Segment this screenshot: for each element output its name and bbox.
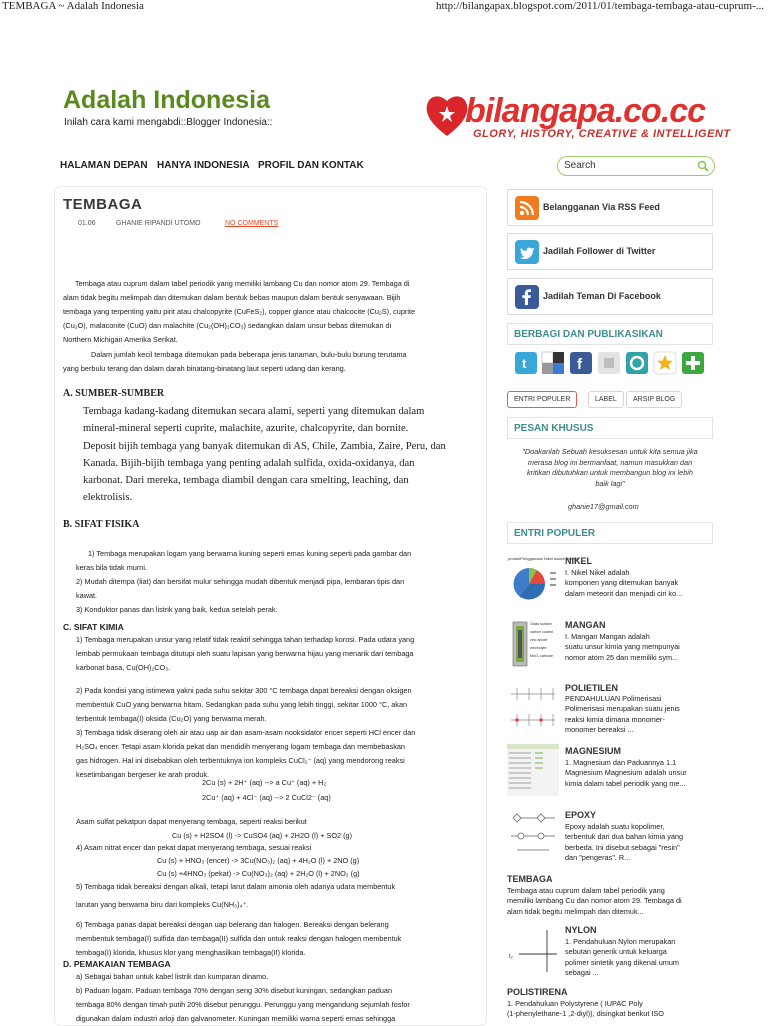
site-description: Inilah cara kami mengabdi::Blogger Indonesia::: [64, 117, 273, 128]
text-line: 2) Pada kondisi yang istimewa yakni pada suhu sekitar 300 °C tembaga dapat bereaksi dengan oksigen: [76, 686, 412, 695]
svg-text:f: f: [577, 356, 582, 373]
text-line: baik lagi": [595, 478, 625, 488]
section-c-point-5: [63, 880, 473, 912]
text-line: tembaga(I) klorida, khusus klor yang menghasilkan tembaga(II) klorida.: [76, 948, 306, 957]
text-line: (1-phenylethane-1 ,2-diyl)), disingkat berikut ISO: [507, 1009, 664, 1019]
facebook-friend-box[interactable]: [507, 278, 713, 315]
intro-paragraph-2: [63, 348, 473, 376]
text-line: Dalam jumlah kecil tembaga ditemukan pada beberapa jenis tanaman, bulu-bulu burung terutama: [91, 350, 407, 359]
svg-text:t₂: t₂: [509, 954, 513, 960]
text-line: kesetimbangan bergeser ke arah produk.: [76, 770, 210, 779]
text-line: I. Nikel Nikel adalah: [565, 568, 630, 577]
delicious-share-icon[interactable]: [542, 352, 564, 374]
text-line: 1. Pendahuluan Nylon merupakan: [565, 937, 676, 946]
popular-post-snippet: [507, 886, 713, 917]
facebook-icon: [515, 285, 539, 309]
nikel-thumbnail[interactable]: [507, 554, 579, 606]
facebook-friend-label: Jadilah Teman Di Facebook: [543, 291, 661, 301]
text-line: Polimerisasi merupakan suatu jenis: [565, 704, 680, 714]
nav-item-halaman-depan[interactable]: HALAMAN DEPAN: [60, 160, 148, 171]
text-line: nomor atom 25 dan memiliki sym...: [565, 652, 679, 662]
polietilen-thumbnail[interactable]: [507, 680, 559, 732]
contact-email[interactable]: ghanie17@gmail.com: [568, 502, 639, 511]
text-line: memiliki lambang Cu dan nomor atom 29. Tembaga di: [507, 896, 682, 906]
text-line: Tembaga kadang-kadang ditemukan secara alami, seperti yang ditemukan dalam: [83, 406, 425, 417]
text-line: terbentuk dari dua bahan kimia yang: [565, 832, 684, 842]
popular-post-snippet: [565, 937, 713, 978]
popular-post-title[interactable]: NYLON: [565, 925, 597, 935]
digg-share-icon[interactable]: [598, 352, 620, 374]
post-author[interactable]: GHANIE RIPANDI UTOMO: [116, 220, 201, 227]
section-a-heading: A. SUMBER-SUMBER: [63, 388, 165, 399]
text-line: tembaga yang terpenting yaitu pirit atau chalcopyrite (CuFeS₂), copper glance atau chalcocite (Cu₂S), cuprite: [63, 307, 416, 316]
nylon-thumbnail[interactable]: [507, 924, 559, 976]
nav-item-hanya-indonesia[interactable]: HANYA INDONESIA: [157, 160, 250, 171]
text-line: Tembaga atau cuprum dalam tabel periodik yang memiliki lambang Cu dan nomor atom 29. Tembaga di: [75, 279, 410, 288]
text-line: sebagai ...: [565, 967, 599, 977]
twitter-share-icon[interactable]: [515, 352, 537, 374]
section-c-point-3-cont: Asam sulfat pekatpun dapat menyerang tembaga, seperti reaksi berikut: [76, 817, 307, 826]
text-line: digunakan dalam industri arloji dan galvanometer. Kuningan memiliki warna seperti emas sehingga: [76, 1014, 396, 1023]
search-icon[interactable]: [697, 160, 709, 172]
search-input[interactable]: [557, 156, 715, 176]
text-line: a) Sebagai bahan untuk kabel listrik dan kumparan dinamo.: [76, 972, 269, 981]
popular-posts-heading: ENTRI POPULER: [507, 522, 713, 544]
facebook-share-icon[interactable]: [570, 352, 592, 374]
section-b-heading: B. SIFAT FISIKA: [63, 519, 140, 530]
equation-1: 2Cu (s) + 2H⁺ (aq) --> a Cu⁺ (aq) + H₂: [202, 778, 327, 787]
popular-post-snippet: [565, 568, 713, 599]
print-header: [0, 0, 768, 14]
pesan-khusus-quote: [507, 447, 713, 489]
post-date: 01.06: [78, 220, 96, 227]
text-line: 1) Tembaga merupakan logam yang berwarna kuning seperti emas kuning seperti pada gambar dan: [88, 549, 412, 558]
text-line: yang berbulu terang dan dalam darah binatang-binatang laut seperti udang dan kerang.: [63, 364, 346, 373]
popular-post-snippet: [565, 694, 713, 735]
popular-post-snippet: [565, 632, 713, 663]
post-title[interactable]: TEMBAGA: [63, 196, 143, 213]
intro-paragraph-1: [63, 277, 473, 347]
text-line: karbonat basa, Cu(OH)₂CO₃.: [76, 663, 171, 672]
text-line: Tembaga atau cuprum dalam tabel periodik yang: [507, 886, 665, 895]
svg-text:zinc anode: zinc anode: [530, 638, 548, 642]
text-line: 2) Mudah ditempa (liat) dan bersifat mulur sehingga mudah dibentuk menjadi pipa, lembaran tipis dan: [76, 577, 405, 586]
logo-wordmark: bilangapa.co.cc: [465, 92, 706, 130]
text-line: polimer sintetik yang dikenal umum: [565, 957, 679, 967]
text-line: I. Mangan Mangan adalah: [565, 632, 650, 641]
popular-post-title[interactable]: NIKEL: [565, 556, 592, 566]
equation-5: Cu (s) +4HNO₃ (pekat) -> Cu(NO₃)₂ (aq) + 2H₂O (l) + 2NO₂ (g): [157, 869, 360, 878]
text-line: H₂SO₄ encer. Tetapi asam klorida pekat dan mendidih menyerang logam tembaga dan membebaskan: [76, 742, 405, 751]
tab-entri-populer[interactable]: ENTRI POPULER: [507, 391, 577, 408]
magnesium-thumbnail[interactable]: [507, 744, 559, 796]
text-line: monomer bereaksi ...: [565, 724, 634, 734]
equation-4: Cu (s) + HNO₃ (encer) -> 3Cu(NO₃)₂ (aq) + 4H₂O (l) + 2NO (g): [157, 856, 360, 865]
popular-post-title[interactable]: MANGAN: [565, 620, 606, 630]
text-line: merasa blog ini bermanfaat, namun masukkan dan: [527, 457, 693, 467]
popular-post-snippet: [565, 758, 713, 789]
rss-feed-label: Belangganan Via RSS Feed: [543, 202, 660, 212]
text-line: membentuk tembaga(I) sulfida dan tembaga(II) sulfida dan untuk reaksi dengan halogen membentuk: [76, 934, 402, 943]
thumb-caption: produkPenggunaan Nikel dalam industri: [508, 556, 579, 561]
pesan-khusus-heading: PESAN KHUSUS: [507, 417, 713, 439]
epoxy-thumbnail[interactable]: [507, 806, 559, 858]
popular-post-title[interactable]: EPOXY: [565, 810, 597, 820]
popular-post-title[interactable]: POLIETILEN: [565, 683, 619, 693]
text-line: kawat.: [76, 591, 98, 600]
equation-2: 2Cu⁺ (aq) + 4Cl⁻ (aq) --> 2 CuCl2⁻ (aq): [202, 793, 331, 802]
section-d-body: [63, 970, 473, 1026]
text-line: kimia dalam tabel periodik yang me...: [565, 778, 686, 788]
favorite-share-icon[interactable]: [654, 352, 676, 374]
popular-post-snippet: [507, 999, 713, 1020]
popular-post-title[interactable]: TEMBAGA: [507, 874, 553, 884]
text-line: 1. Magnesium dan Paduannya 1.1: [565, 758, 677, 767]
text-line: alam tidak begitu melimpah dan ditemukan dalam bentuk bebas maupun dalam bentuk senyawaan. Bijih: [63, 293, 401, 302]
text-line: 1. Pendahuluan Polystyrene ( IUPAC Poly: [507, 999, 643, 1008]
text-line: (Cu₂O), malaconite (CuO) dan malachite (Cu₂(OH)₂CO₃) sedangkan dalam unsur bebas ditemukan di: [63, 321, 392, 330]
section-c-point-6: [63, 918, 473, 960]
popular-post-snippet: [565, 822, 713, 863]
text-line: gas hidrogen. Hal ini disebabkan oleh terbentuknya ion kompleks CuCl₂⁻ (aq) yang mendorong reaksi: [76, 756, 405, 765]
text-line: 3) Tembaga tidak diserang oleh air atau uap air dan asam-asam nooksidator encer seperti HCl encer dan: [76, 728, 416, 737]
text-line: keras bila tidak murni.: [76, 563, 147, 572]
add-share-icon[interactable]: [682, 352, 704, 374]
logo-tagline: GLORY, HISTORY, CREATIVE & INTELLIGENT: [473, 128, 731, 140]
text-line: karbonat. Dari mereka, tembaga diambil dengan cara smelting, leaching, dan: [83, 475, 409, 487]
text-line: 6) Tembaga panas dapat bereaksi dengan uap belerang dan halogen. Bereaksi dengan belerang: [76, 920, 389, 929]
site-title[interactable]: Adalah Indonesia: [63, 86, 270, 114]
mangan-thumbnail[interactable]: [507, 618, 559, 670]
equation-3: Cu (s) + H2SO4 (l) -> CuSO4 (aq) + 2H2O (l) + SO2 (g): [172, 831, 353, 840]
text-line: Kanada. Bijih-bijih tembaga yang penting adalah sulfida, oxida-oxidanya, dan: [83, 457, 415, 469]
text-line: PENDAHULUAN Polimerisasi: [565, 694, 662, 703]
twitter-icon: [515, 240, 539, 264]
section-c-point-4: 4) Asam nitrat encer dan pekat dapat menyerang tembaga, sesuai reaksi: [76, 843, 312, 852]
text-line: kritikan dibutuhkan untuk membangun blog ini lebih: [527, 468, 693, 477]
section-d-heading: D. PEMAKAIAN TEMBAGA: [63, 959, 171, 969]
text-line: mineral-mineral seperti cuprite, malachite, azurite, chalcopyrite, dan bornite.: [83, 423, 409, 435]
svg-text:electrolyte: electrolyte: [530, 646, 547, 650]
search-placeholder: Search: [564, 160, 596, 171]
rss-icon: [515, 196, 539, 220]
nav-item-profil-kontak[interactable]: PROFIL DAN KONTAK: [258, 160, 364, 171]
section-c-point-1: [63, 633, 473, 675]
text-line: lembab permukaan tembaga ditutupi oleh suatu lapisan yang berwarna hijau yang menarik dari tembaga: [76, 649, 414, 658]
tab-label[interactable]: LABEL: [588, 391, 624, 408]
text-line: 1) Tembaga merupakan unsur yang relatif tidak reaktif sehingga tahan terhadap korosi. Pada udara yang: [76, 635, 415, 644]
share-section-heading: BERBAGI DAN PUBLIKASIKAN: [507, 323, 713, 345]
text-line: dalam meteorit dan menjadi ciri ko...: [565, 588, 683, 598]
text-line: suatu unsur kimia yang mempunyai: [565, 642, 680, 652]
text-line: 3) Konduktor panas dan listrik yang baik, kedua setelah perak.: [76, 605, 278, 614]
heart-logo-icon: [425, 92, 469, 138]
section-a-body: [83, 403, 473, 507]
text-line: Northern Michigan Amerika Serikat.: [63, 335, 178, 344]
section-b-body: [63, 547, 473, 617]
twitter-follow-label: Jadilah Follower di Twitter: [543, 246, 656, 256]
text-line: b) Paduan logam. Paduan tembaga 70% dengan seng 30% disebut kuningan, sedangkan paduan: [76, 986, 393, 995]
text-line: dan "pengeras". R...: [565, 852, 631, 862]
text-line: 5) Tembaga tidak bereaksi dengan alkali, tetapi larut dalam amonia oleh adanya udara membentuk: [76, 882, 396, 891]
text-line: reaksi kimia dimana monomer-: [565, 714, 665, 724]
section-c-heading: C. SIFAT KIMIA: [63, 622, 124, 632]
stumbleupon-share-icon[interactable]: [626, 352, 648, 374]
popular-post-title[interactable]: POLISTIRENA: [507, 987, 568, 997]
text-line: elektrolisis.: [83, 492, 133, 504]
print-page-url: http://bilangapax.blogspot.com/2011/01/tembaga-tembaga-atau-cuprum-...: [436, 0, 764, 12]
text-line: sebutan generik untuk keluarga: [565, 947, 667, 957]
rss-feed-box[interactable]: [507, 189, 713, 226]
popular-post-title[interactable]: MAGNESIUM: [565, 746, 621, 756]
text-line: Epoxy adalah suatu kopolimer,: [565, 822, 665, 831]
print-page-title: TEMBAGA ~ Adalah Indonesia: [2, 0, 144, 12]
text-line: membentuk CuO yang berwarna hitam. Sedangkan pada suhu yang lebih tinggi, sekitar 1000 °C, akan: [76, 700, 408, 709]
post-comments-link[interactable]: NO COMMENTS: [225, 220, 279, 227]
text-line: komponen yang ditemukan banyak: [565, 578, 679, 588]
svg-text:Glass surface: Glass surface: [530, 622, 552, 626]
svg-text:t: t: [522, 356, 527, 371]
text-line: Deposit bijih tembaga yang banyak ditemukan di AS, Chile, Zambia, Zaire, Peru, dan: [83, 440, 446, 452]
text-line: berbeda. Ini disebut sebagai "resin": [565, 842, 680, 852]
text-line: Magnesium Magnesium adalah unsur: [565, 768, 687, 778]
text-line: alam tidak begitu melimpah dan ditemuk...: [507, 906, 644, 916]
tab-arsip-blog[interactable]: ARSIP BLOG: [626, 391, 682, 408]
twitter-follow-box[interactable]: [507, 233, 713, 270]
text-line: terbentuk tembaga(I) oksida (Cu₂O) yang berwarna merah.: [76, 714, 267, 723]
text-line: larutan yang berwarna biru dari kompleks Cu(NH₃)₄⁺.: [76, 900, 249, 909]
svg-text:MnO₂ cathode: MnO₂ cathode: [530, 654, 553, 658]
svg-text:carbon coated: carbon coated: [530, 630, 553, 634]
text-line: tembaga 80% dengan timah putih 20% disebut perunggu. Perunggu yang mengandung sejumlah fosfor: [76, 1000, 410, 1009]
site-logo[interactable]: [425, 92, 731, 148]
text-line: "Doakanlah Sebuah kesuksesan untuk kita semua jika: [522, 447, 698, 456]
section-c-point-2-3: [63, 684, 473, 782]
